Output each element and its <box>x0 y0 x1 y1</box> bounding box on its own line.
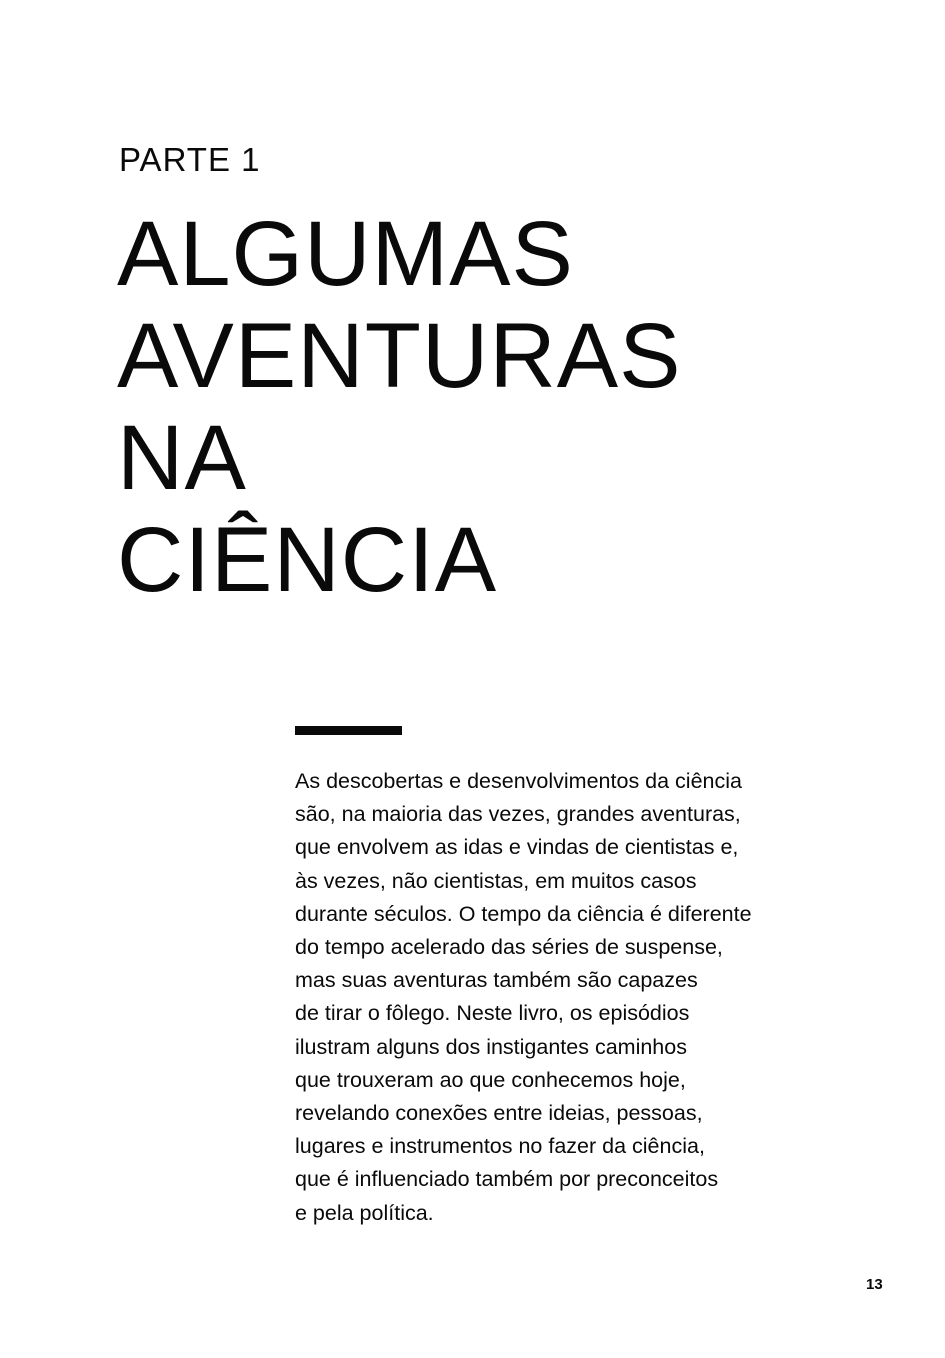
chapter-title-line: AVENTURAS <box>117 305 682 407</box>
chapter-title-line: ALGUMAS <box>117 203 574 305</box>
intro-line: e pela política. <box>295 1200 434 1225</box>
intro-line: de tirar o fôlego. Neste livro, os episódios <box>295 1001 690 1026</box>
divider-rule <box>295 726 402 735</box>
intro-line: às vezes, não cientistas, em muitos casos <box>295 868 697 893</box>
intro-line: mas suas aventuras também são capazes <box>295 968 698 993</box>
chapter-title-line: NA <box>117 407 247 509</box>
intro-line: lugares e instrumentos no fazer da ciência, <box>295 1134 705 1159</box>
part-label: PARTE 1 <box>119 141 261 178</box>
intro-paragraph <box>295 765 855 1230</box>
intro-line: são, na maioria das vezes, grandes aventuras, <box>295 802 741 827</box>
intro-line: que é influenciado também por preconceitos <box>295 1167 719 1192</box>
intro-line: que trouxeram ao que conhecemos hoje, <box>295 1067 686 1092</box>
intro-line: que envolvem as idas e vindas de cientistas e, <box>295 835 739 860</box>
intro-line: durante séculos. O tempo da ciência é diferente <box>295 901 752 926</box>
intro-line: revelando conexões entre ideias, pessoas, <box>295 1101 703 1126</box>
chapter-title-line: CIÊNCIA <box>117 509 498 611</box>
page-number: 13 <box>866 1276 883 1293</box>
chapter-title <box>117 203 682 611</box>
intro-line: As descobertas e desenvolvimentos da ciência <box>295 769 742 793</box>
intro-line: ilustram alguns dos instigantes caminhos <box>295 1034 687 1059</box>
intro-line: do tempo acelerado das séries de suspense, <box>295 935 723 960</box>
